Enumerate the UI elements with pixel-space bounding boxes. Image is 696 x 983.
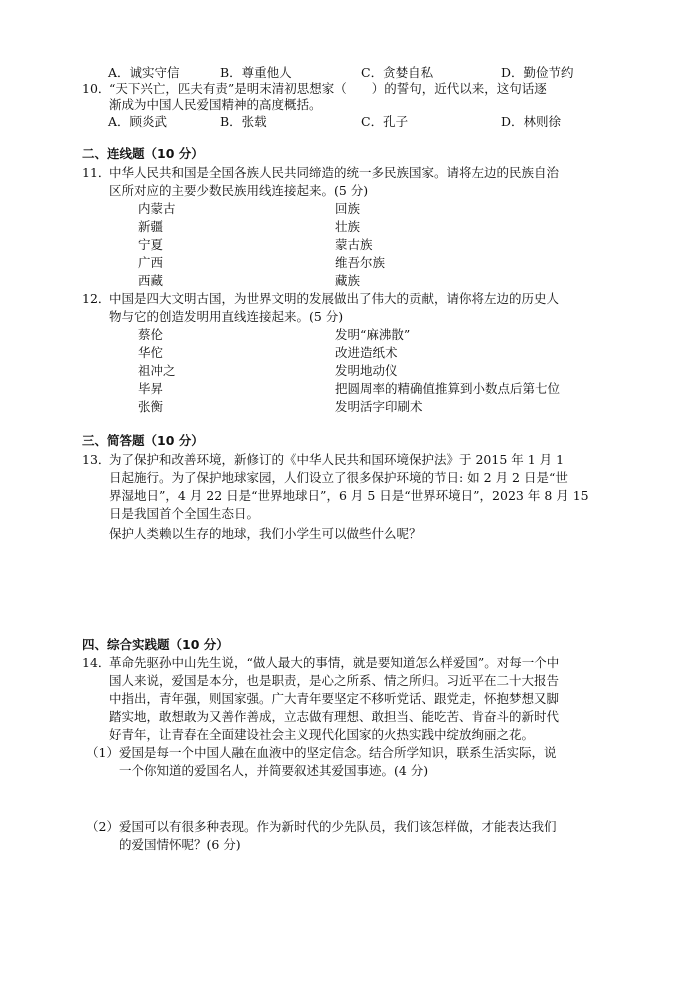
q9-option-a: A．诚实守信 [108, 65, 180, 80]
q12-right-item: 发明地动仪 [335, 363, 398, 378]
q11-left-item: 广西 [138, 255, 164, 270]
q11-line-2: 区所对应的主要少数民族用线连接起来。(5 分) [109, 183, 369, 198]
q14-line-5: 好青年，让青春在全面建设社会主义现代化国家的火热实践中绽放绚丽之花。 [109, 727, 535, 742]
q12-line-2: 物与它的创造发明用直线连接起来。(5 分) [109, 309, 344, 324]
section-2-title: 二、连线题（10 分） [82, 146, 204, 161]
q11-pair-row [0, 254, 520, 272]
q12-right-item: 改进造纸术 [335, 345, 398, 360]
q10-line-1: “天下兴亡，匹夫有责”是明末清初思想家（ ）的誓句，近代以来，这句话逐 [109, 81, 547, 96]
q9-option-b: B．尊重他人 [220, 65, 292, 80]
q12-number: 12． [82, 291, 111, 306]
q11-pair-row [0, 200, 520, 218]
q12-left-item: 张衡 [138, 399, 164, 414]
q12-pair-row [0, 326, 520, 344]
q12-right-item: 发明“麻沸散” [335, 327, 411, 342]
q14-sub2-answer-space[interactable] [82, 858, 612, 968]
q11-right-item: 藏族 [335, 273, 361, 288]
q9-option-d: D．勤俭节约 [501, 65, 574, 80]
q12-pair-row [0, 398, 520, 416]
q13-line-3: 界湿地日”，4 月 22 日是“世界地球日”，6 月 5 日是“世界环境日”，2023 年 8 月 15 [109, 488, 589, 503]
q14-number: 14． [82, 655, 111, 670]
q14-sub2-number: （2） [86, 819, 119, 834]
q11-number: 11． [82, 165, 111, 180]
q12-left-item: 华佗 [138, 345, 164, 360]
q14-line-4: 踏实地，敢想敢为又善作善成，立志做有理想、敢担当、能吃苦、肯奋斗的新时代 [109, 709, 560, 724]
q12-left-item: 毕昇 [138, 381, 164, 396]
q11-right-item: 壮族 [335, 219, 361, 234]
q14-line-1: 革命先驱孙中山先生说，“做人最大的事情，就是要知道怎么样爱国”。对每一个中 [109, 655, 560, 670]
q14-sub1-answer-space[interactable] [82, 782, 612, 812]
q14-sub1-line-2: 一个你知道的爱国名人，并简要叙述其爱国事迹。(4 分) [119, 763, 429, 778]
q10-options [108, 113, 608, 131]
q11-pair-row [0, 236, 520, 254]
q12-right-item: 发明活字印刷术 [335, 399, 423, 414]
q10-option-b: B．张载 [220, 114, 267, 129]
q14-line-3: 中指出，青年强，则国家强。广大青年要坚定不移听党话、跟党走，怀抱梦想又脚 [109, 691, 560, 706]
q11-right-item: 回族 [335, 201, 361, 216]
q14-sub1-number: （1） [86, 745, 119, 760]
q11-right-item: 蒙古族 [335, 237, 373, 252]
q11-right-item: 维吾尔族 [335, 255, 386, 270]
section-4-title: 四、综合实践题（10 分） [82, 637, 229, 652]
q10-option-d: D．林则徐 [501, 114, 562, 129]
q12-pair-row [0, 362, 520, 380]
q14-sub2-line-1: 爱国可以有很多种表现。作为新时代的少先队员，我们该怎样做，才能表达我们 [119, 819, 557, 834]
q10-option-a: A．顾炎武 [108, 114, 168, 129]
q12-left-item: 祖冲之 [138, 363, 176, 378]
q12-pair-row [0, 380, 561, 398]
q11-line-1: 中华人民共和国是全国各族人民共同缔造的统一多民族国家。请将左边的民族自治 [109, 165, 560, 180]
q10-option-c: C．孔子 [361, 114, 409, 129]
q11-left-item: 宁夏 [138, 237, 164, 252]
q13-line-2: 日起施行。为了保护地球家园，人们设立了很多保护环境的节日: 如 2 月 2 日是“世 [109, 470, 568, 485]
q11-left-item: 西藏 [138, 273, 164, 288]
q13-line-1: 为了保护和改善环境，新修订的《中华人民共和国环境保护法》于 2015 年 1 月 1 [109, 452, 565, 467]
q11-left-item: 内蒙古 [138, 201, 176, 216]
q12-line-1: 中国是四大文明古国，为世界文明的发展做出了伟大的贡献，请你将左边的历史人 [109, 291, 560, 306]
q12-left-item: 蔡伦 [138, 327, 164, 342]
q11-pair-row [0, 272, 520, 290]
q9-option-c: C．贪婪自私 [361, 65, 434, 80]
q11-left-item: 新疆 [138, 219, 164, 234]
q10-number: 10． [82, 81, 111, 96]
section-3-title: 三、简答题（10 分） [82, 433, 204, 448]
q12-right-item: 把圆周率的精确值推算到小数点后第七位 [335, 381, 561, 396]
q13-answer-space[interactable] [82, 550, 612, 630]
q13-line-4: 日是我国首个全国生态日。 [109, 506, 260, 521]
q13-line-5: 保护人类赖以生存的地球，我们小学生可以做些什么呢？ [109, 526, 422, 541]
q14-sub2-line-2: 的爱国情怀呢？(6 分) [119, 837, 241, 852]
q11-pair-row [0, 218, 520, 236]
q13-number: 13． [82, 452, 111, 467]
q10-line-2: 渐成为中国人民爱国精神的高度概括。 [109, 97, 322, 112]
q14-line-2: 国人来说，爱国是本分，也是职责，是心之所系、情之所归。习近平在二十大报告 [109, 673, 560, 688]
q14-sub1-line-1: 爱国是每一个中国人融在血液中的坚定信念。结合所学知识，联系生活实际，说 [119, 745, 557, 760]
q12-pair-row [0, 344, 520, 362]
